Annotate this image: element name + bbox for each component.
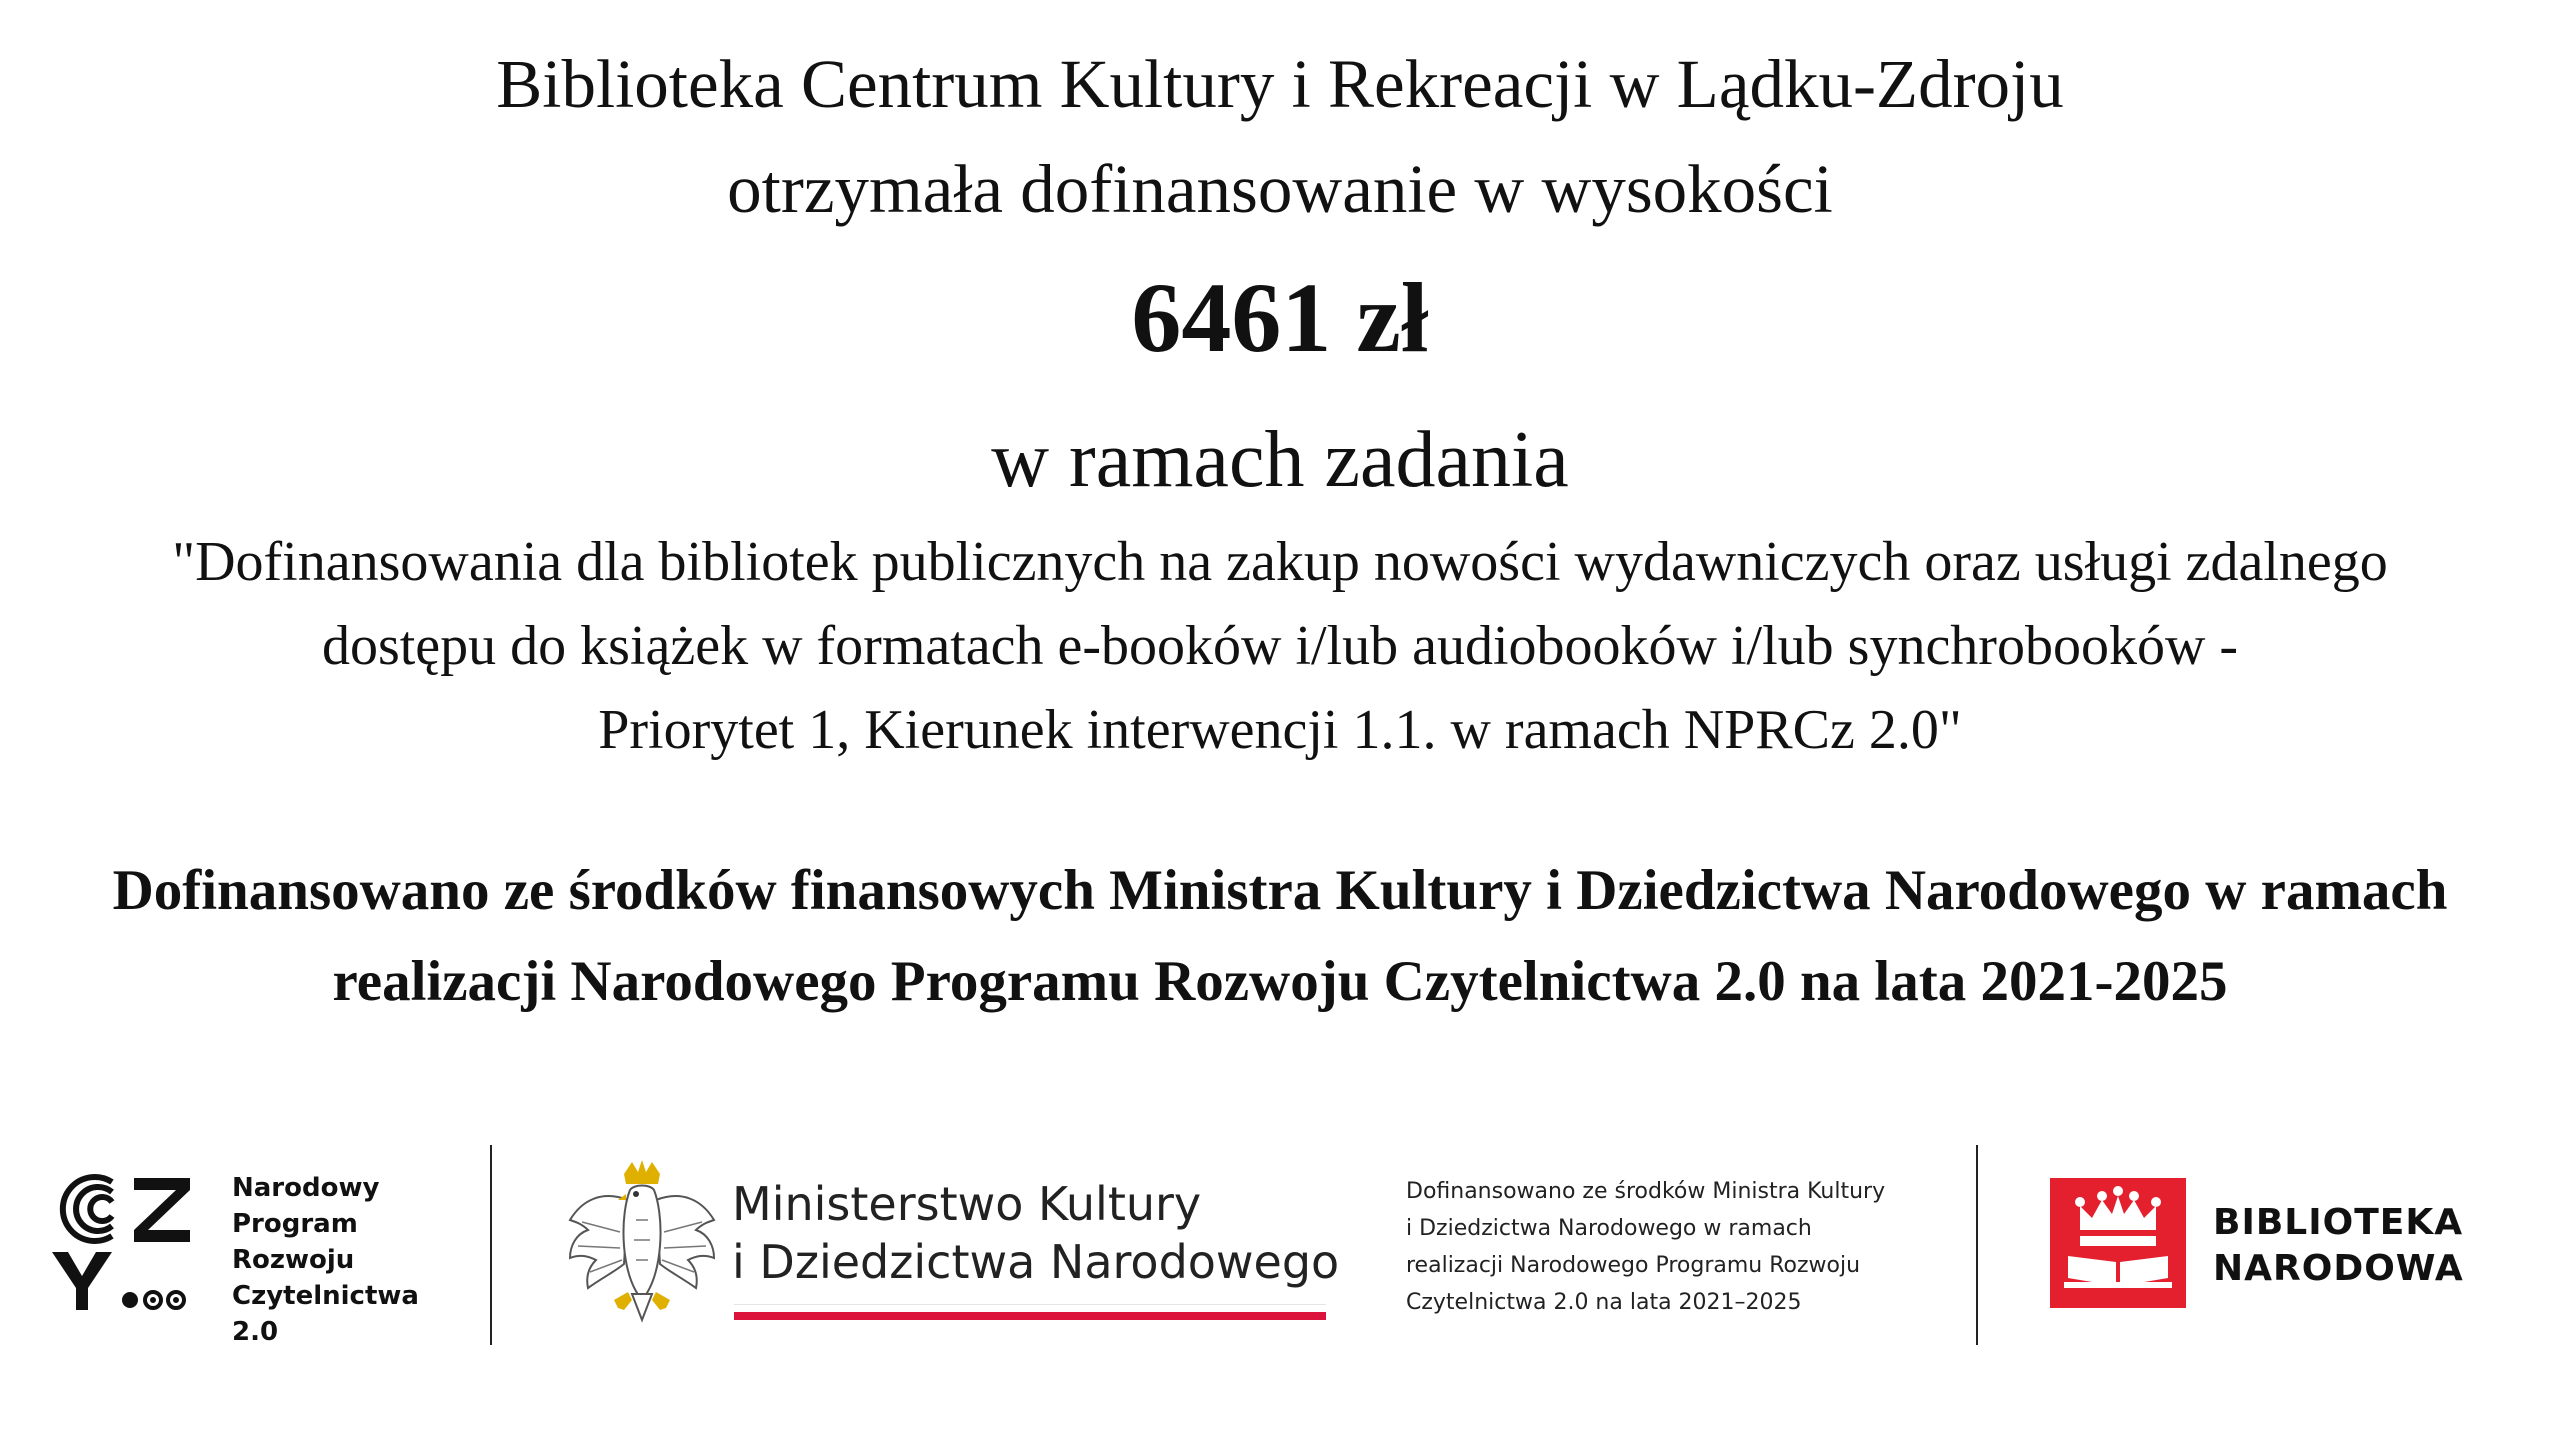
logo-divider: [1976, 1145, 1978, 1345]
funding-note-line-4: Czytelnictwa 2.0 na lata 2021–2025: [1406, 1290, 1802, 1315]
nprcz-line-2: Program: [232, 1209, 358, 1239]
task-title-line-3: Priorytet 1, Kierunek interwencji 1.1. w ramach NPRCz 2.0": [598, 699, 1962, 761]
logo-divider: [490, 1145, 492, 1345]
white-eagle-emblem-icon: [562, 1160, 722, 1330]
task-title-line-2: dostępu do książek w formatach e-booków i/lub audiobooków i/lub synchrobooków -: [321, 615, 2239, 677]
heading-line-library: Biblioteka Centrum Kultury i Rekreacji w Lądku-Zdroju: [496, 46, 2064, 122]
grant-amount: 6461 zł: [1131, 262, 1429, 373]
nprcz-line-1: Narodowy: [232, 1173, 380, 1203]
funding-statement-line-2: realizacji Narodowego Programu Rozwoju Czytelnictwa 2.0 na lata 2021-2025: [332, 950, 2228, 1013]
bn-line-1: BIBLIOTEKA: [2213, 1202, 2464, 1243]
flag-red-stripe: [734, 1312, 1326, 1320]
nprcz-line-3: Rozwoju: [232, 1245, 355, 1275]
ministry-line-2: i Dziedzictwa Narodowego: [732, 1235, 1340, 1289]
polish-flag-stripe: [734, 1304, 1326, 1320]
nprcz-line-5: 2.0: [232, 1317, 279, 1347]
flag-white-stripe: [734, 1304, 1326, 1312]
task-title-line-1: "Dofinansowania dla bibliotek publicznych na zakup nowości wydawniczych oraz usługi zdalnego: [172, 531, 2388, 593]
biblioteka-narodowa-logo-text: [2213, 1200, 2464, 1292]
nprcz-logo-icon: [50, 1172, 200, 1322]
heading-line-received: otrzymała dofinansowanie w wysokości: [727, 151, 1833, 227]
funding-statement-line-1: Dofinansowano ze środków finansowych Ministra Kultury i Dziedzictwa Narodowego w ramach: [112, 859, 2448, 922]
crown-book-icon: [2050, 1178, 2186, 1308]
heading-line-task: w ramach zadania: [991, 416, 1569, 504]
ministry-logo-text: [732, 1175, 1339, 1291]
biblioteka-narodowa-logo-mark: [2050, 1178, 2186, 1308]
funding-note-line-3: realizacji Narodowego Programu Rozwoju: [1406, 1253, 1861, 1278]
funding-note-line-1: Dofinansowano ze środków Ministra Kultury: [1406, 1179, 1886, 1204]
nprcz-line-4: Czytelnictwa: [232, 1281, 419, 1311]
ministry-line-1: Ministerstwo Kultury: [732, 1177, 1202, 1231]
nprcz-logo-text: [232, 1170, 419, 1350]
funding-note-line-2: i Dziedzictwa Narodowego w ramach: [1406, 1216, 1812, 1241]
funding-note: [1406, 1173, 1885, 1321]
bn-line-2: NARODOWA: [2213, 1248, 2464, 1289]
